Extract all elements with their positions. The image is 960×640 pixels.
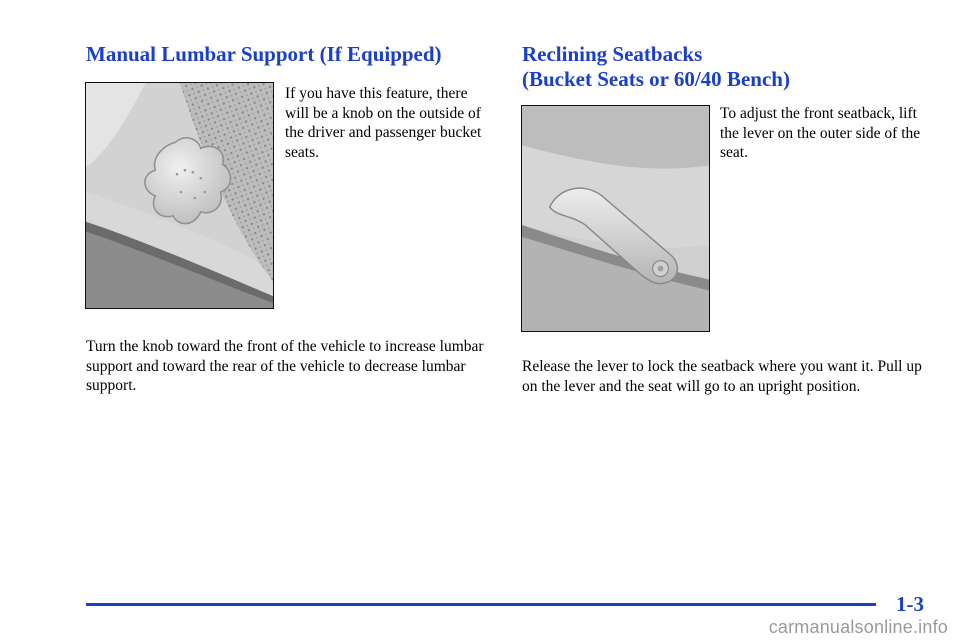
lumbar-support-heading: Manual Lumbar Support (If Equipped) xyxy=(86,42,442,66)
reclining-seatbacks-heading xyxy=(522,42,790,92)
lumbar-knob-photo xyxy=(85,82,274,309)
reclining-body-text: Release the lever to lock the seatback where you want it. Pull up on the lever and the seat will go to an upright position. xyxy=(522,358,922,395)
reclining-intro-text: To adjust the front seatback, lift the lever on the outer side of the seat. xyxy=(720,105,921,161)
page-number: 1-3 xyxy=(896,592,924,616)
reclining-heading-line1: Reclining Seatbacks xyxy=(522,42,703,66)
recline-lever-photo xyxy=(521,105,710,332)
watermark-text: carmanualsonline.info xyxy=(768,617,948,637)
footer-rule xyxy=(86,603,876,606)
lumbar-body-text: Turn the knob toward the front of the vehicle to increase lumbar support and toward the rear of the vehicle to decrease lumbar support. xyxy=(86,338,484,394)
reclining-heading-line2: (Bucket Seats or 60/40 Bench) xyxy=(522,67,790,91)
lumbar-intro-text: If you have this feature, there will be a knob on the outside of the driver and passenger bucket seats. xyxy=(285,85,482,161)
